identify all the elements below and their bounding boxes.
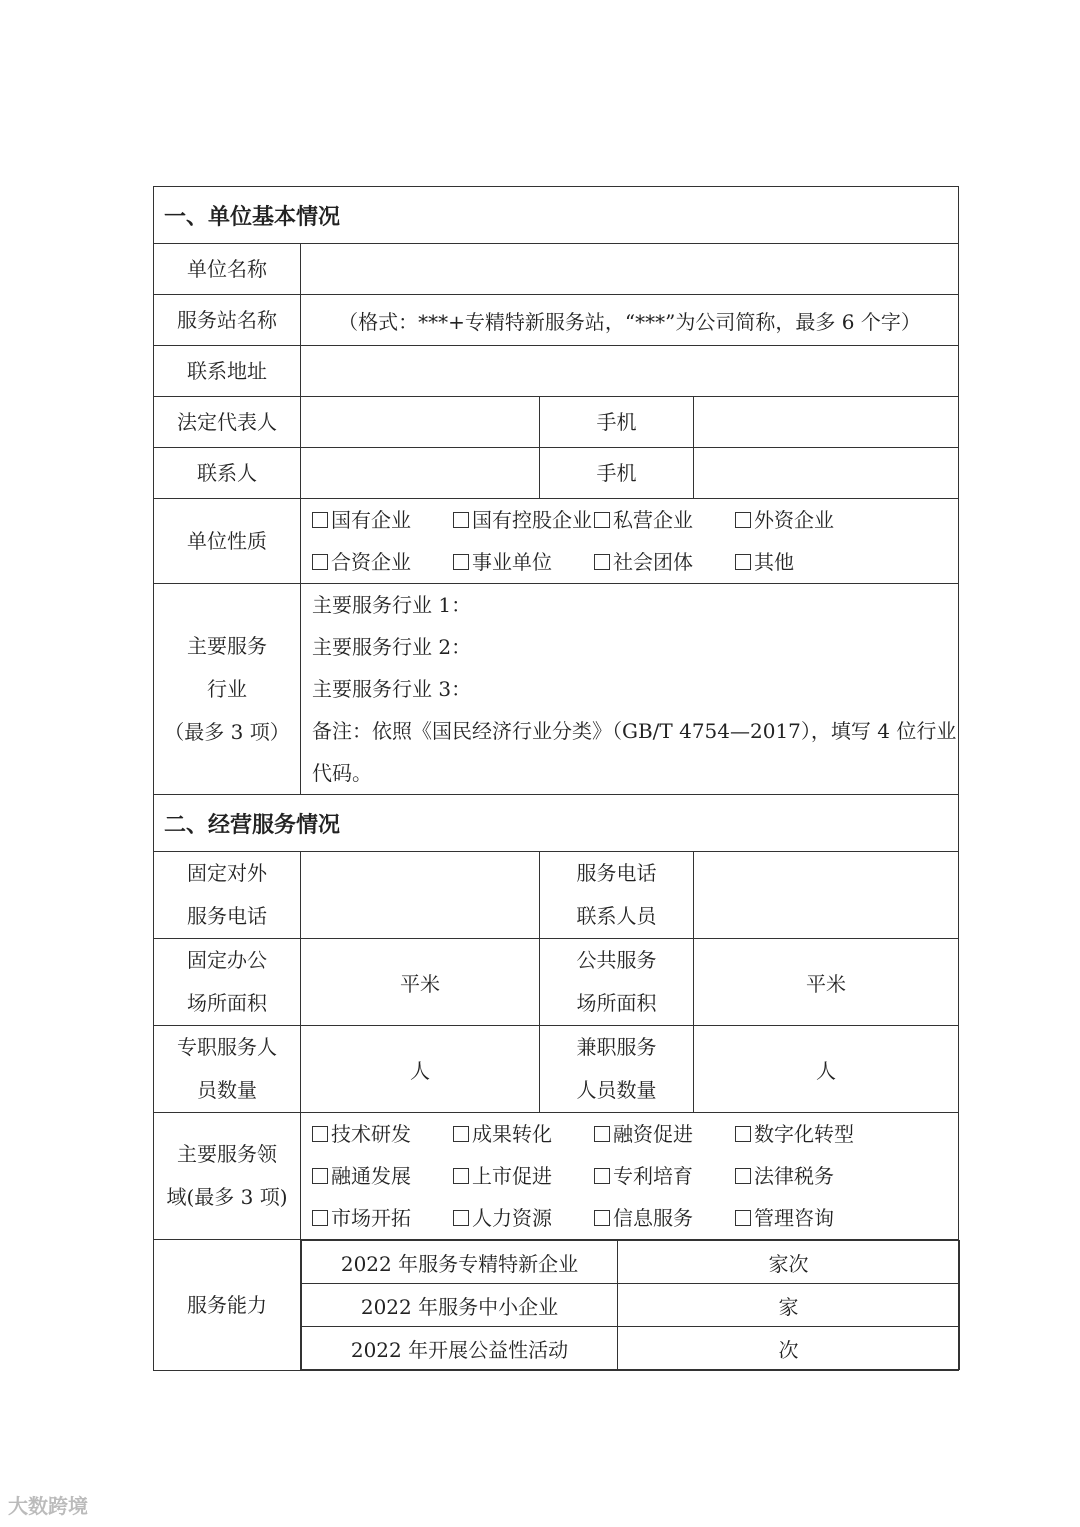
label-line: 服务电话 [187,904,267,928]
domain-option[interactable] [453,1197,594,1239]
option-label: 外资企业 [754,508,834,532]
industry-label-line: 主要服务 [187,633,267,658]
domain-option[interactable] [312,1113,453,1155]
checkbox-icon [453,1210,469,1226]
checkbox-icon [453,554,469,570]
capacity-unit: 家 [778,1294,799,1319]
phone-contact-field[interactable] [694,852,959,939]
domain-options-row [312,1113,958,1155]
nature-options [301,499,959,584]
nature-option[interactable] [453,541,594,583]
service-domain-options [301,1113,959,1240]
industry-label [154,584,301,795]
address-label: 联系地址 [154,346,301,397]
office-area-label [154,939,301,1026]
checkbox-icon [735,554,751,570]
industry-line-3: 主要服务行业 3： [312,677,472,701]
checkbox-icon [594,1168,610,1184]
legal-rep-mobile-field[interactable] [694,397,959,448]
domain-options-row [312,1197,958,1239]
phone-contact-label [540,852,694,939]
capacity-row [302,1284,960,1327]
nature-option[interactable] [735,499,876,541]
section-basic-info-header [154,187,959,244]
domain-option[interactable] [453,1113,594,1155]
legal-rep-label: 法定代表人 [154,397,301,448]
nature-label: 单位性质 [154,499,301,584]
checkbox-icon [453,1126,469,1142]
domain-option[interactable] [594,1155,735,1197]
fixed-phone-field[interactable] [301,852,540,939]
option-label: 技术研发 [331,1122,411,1146]
label-line: 联系人员 [576,904,657,928]
area-unit: 平米 [806,971,846,996]
service-domain-label [154,1113,301,1240]
parttime-staff-label [540,1026,694,1113]
checkbox-icon [735,1210,751,1226]
label-line: 固定办公 [187,948,267,972]
unit-name-field[interactable] [301,244,959,295]
option-label: 融通发展 [331,1164,411,1188]
public-area-field[interactable] [694,939,959,1026]
area-unit: 平米 [400,971,440,996]
section-business-header [154,795,959,852]
station-name-field[interactable] [301,295,959,346]
industry-label-line: 行业 [207,676,247,701]
domain-option[interactable] [735,1155,876,1197]
fixed-phone-label [154,852,301,939]
contact-field[interactable] [301,448,540,499]
option-label: 信息服务 [613,1206,693,1230]
public-area-label [540,939,694,1026]
industry-line-1: 主要服务行业 1： [312,593,472,617]
checkbox-icon [735,512,751,528]
checkbox-icon [312,554,328,570]
label-line: 兼职服务 [576,1035,657,1059]
label-line: 场所面积 [576,991,657,1015]
domain-option[interactable] [735,1113,876,1155]
nature-option[interactable] [594,541,735,583]
legal-rep-field[interactable] [301,397,540,448]
contact-mobile-label: 手机 [540,448,694,499]
option-label: 私营企业 [613,508,693,532]
label-line: 主要服务领 [177,1142,277,1166]
option-label: 专利培育 [613,1164,693,1188]
person-unit: 人 [816,1058,836,1083]
industry-label-line: （最多 3 项） [164,719,290,744]
capacity-value-field[interactable] [618,1327,960,1370]
checkbox-icon [594,512,610,528]
option-label: 上市促进 [472,1164,552,1188]
option-label: 其他 [754,550,794,574]
label-line: 域(最多 3 项) [166,1185,288,1209]
address-field[interactable] [301,346,959,397]
label-line: 固定对外 [187,861,267,885]
option-label: 数字化转型 [754,1122,854,1146]
capacity-unit: 家次 [768,1251,809,1276]
nature-option[interactable] [453,499,594,541]
person-unit: 人 [410,1058,430,1083]
nature-option[interactable] [312,499,453,541]
capacity-item: 2022 年服务中小企业 [302,1284,618,1327]
station-name-label: 服务站名称 [154,295,301,346]
capacity-item: 2022 年开展公益性活动 [302,1327,618,1370]
fulltime-staff-field[interactable] [301,1026,540,1113]
checkbox-icon [735,1168,751,1184]
domain-option[interactable] [594,1113,735,1155]
option-label: 国有控股企业 [472,508,592,532]
legal-rep-mobile-label: 手机 [540,397,694,448]
option-label: 管理咨询 [754,1206,834,1230]
section-title-basic-info: 一、单位基本情况 [154,187,959,244]
checkbox-icon [594,1126,610,1142]
label-line: 公共服务 [576,948,657,972]
fulltime-staff-label [154,1026,301,1113]
checkbox-icon [735,1126,751,1142]
nature-option[interactable] [735,541,876,583]
application-form [153,186,959,1371]
nature-options-row [312,499,958,541]
service-capacity-table [301,1240,960,1370]
label-line: 服务电话 [576,861,657,885]
service-capacity-cell [301,1240,959,1371]
watermark: 大数跨境 [8,1494,88,1518]
label-line: 员数量 [197,1078,257,1102]
option-label: 国有企业 [331,508,411,532]
checkbox-icon [594,554,610,570]
option-label: 融资促进 [613,1122,693,1146]
checkbox-icon [312,1126,328,1142]
industry-note: 备注：依照《国民经济行业分类》（GB/T 4754—2017），填写 4 位行业代码。 [312,719,957,785]
option-label: 合资企业 [331,550,411,574]
nature-option[interactable] [312,541,453,583]
domain-option[interactable] [594,1197,735,1239]
service-capacity-label: 服务能力 [154,1240,301,1371]
option-label: 事业单位 [472,550,552,574]
unit-name-label: 单位名称 [154,244,301,295]
capacity-row [302,1241,960,1284]
nature-options-row [312,541,958,583]
domain-option[interactable] [453,1155,594,1197]
office-area-field[interactable] [301,939,540,1026]
checkbox-icon [312,512,328,528]
option-label: 法律税务 [754,1164,834,1188]
label-line: 场所面积 [187,991,267,1015]
capacity-row [302,1327,960,1370]
contact-label: 联系人 [154,448,301,499]
checkbox-icon [594,1210,610,1226]
label-line: 专职服务人 [177,1035,277,1059]
contact-mobile-field[interactable] [694,448,959,499]
option-label: 人力资源 [472,1206,552,1230]
parttime-staff-field[interactable] [694,1026,959,1113]
domain-option[interactable] [735,1197,876,1239]
industry-line-2: 主要服务行业 2： [312,635,472,659]
capacity-unit: 次 [778,1337,799,1362]
domain-option[interactable] [312,1155,453,1197]
label-line: 人员数量 [576,1078,657,1102]
checkbox-icon [453,1168,469,1184]
checkbox-icon [312,1210,328,1226]
industry-field[interactable] [301,584,959,795]
station-name-hint: （格式：***+专精特新服务站，“***”为公司简称，最多 6 个字） [338,309,921,334]
nature-option[interactable] [594,499,735,541]
capacity-value-field[interactable] [618,1284,960,1327]
checkbox-icon [312,1168,328,1184]
option-label: 成果转化 [472,1122,552,1146]
checkbox-icon [453,512,469,528]
option-label: 社会团体 [613,550,693,574]
domain-options-row [312,1155,958,1197]
capacity-value-field[interactable] [618,1241,960,1284]
option-label: 市场开拓 [331,1206,411,1230]
capacity-item: 2022 年服务专精特新企业 [302,1241,618,1284]
domain-option[interactable] [312,1197,453,1239]
section-title-business: 二、经营服务情况 [154,795,959,852]
